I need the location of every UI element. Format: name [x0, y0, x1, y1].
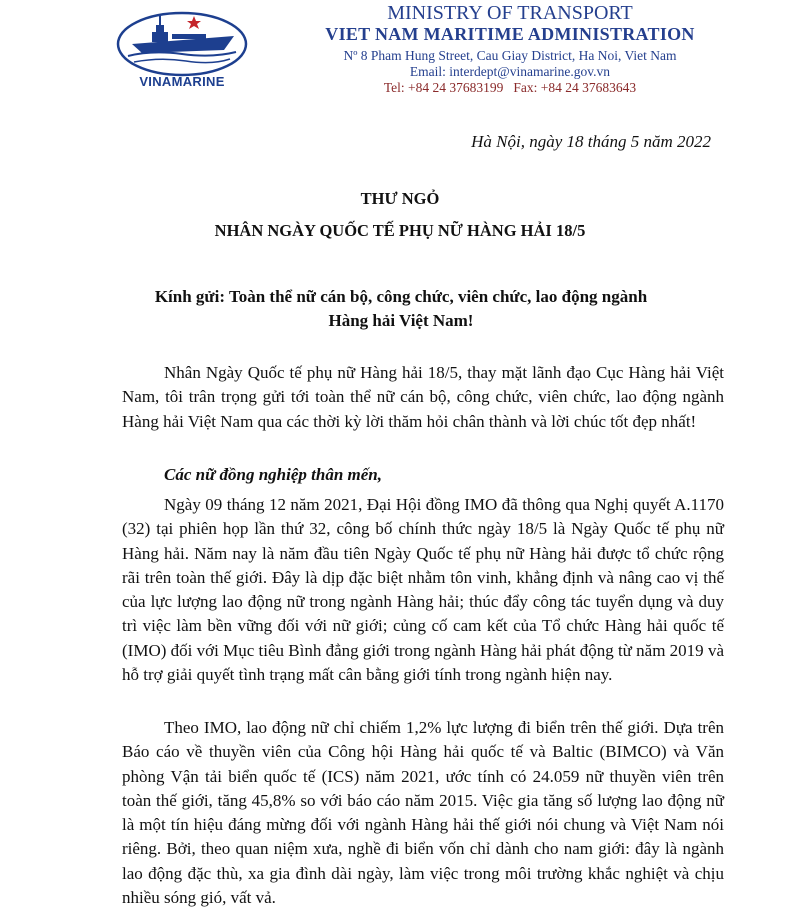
- logo-text: VINAMARINE: [139, 74, 225, 89]
- tel-number: Tel: +84 24 37683199: [383, 80, 504, 95]
- administration-name: VIET NAM MARITIME ADMINISTRATION: [325, 24, 695, 44]
- email-line: Email: interdept@vinamarine.gov.vn: [409, 64, 611, 79]
- paragraph-statistics: Theo IMO, lao động nữ chỉ chiếm 1,2% lực lượng đi biển trên thế giới. Dựa trên Báo cáo về thuyền viên của Công hội Hàng hải quốc tế và Baltic (BIMCO) và Văn phòng Vận tải biển quốc tế (ICS) năm 2021, ước tính có 24.059 nữ thuyền viên trên toàn thế giới, tăng 45,8% so với báo cáo năm 2015. Việc gia tăng số lượng lao động nữ là một tín hiệu đáng mừng đối với ngành Hàng hải thế giới nói chung và Việt Nam nói riêng. Bởi, theo quan niệm xưa, nghề đi biển vốn chỉ dành cho nam giới: đây là ngành lao động đặc thù, xa gia đình dài ngày, làm việc trong môi trường khắc nghiệt và chịu nhiều sóng gió, vất vả.: [122, 718, 724, 908]
- paragraph-imo-resolution: Ngày 09 tháng 12 năm 2021, Đại Hội đồng IMO đã thông qua Nghị quyết A.1170 (32) tại phiên họp lần thứ 32, công bố chính thức ngày 18/5 là Ngày Quốc tế phụ nữ Hàng hải. Năm nay là năm đầu tiên Ngày Quốc tế phụ nữ Hàng hải được tổ chức rộng rãi trên toàn thế giới. Đây là dịp đặc biệt nhằm tôn vinh, khẳng định và nâng cao vị thế của lực lượng lao động nữ trong ngành Hàng hải; thúc đẩy công tác tuyển dụng và duy trì việc làm bền vững đối với nữ giới; củng cố cam kết của Tổ chức Hàng hải quốc tế (IMO) đối với Mục tiêu Bình đẳng giới trong ngành Hàng hải phát động từ năm 2019 và hỗ trợ giải quyết tình trạng mất cân bằng giới tính trong ngành hiện nay.: [122, 495, 724, 685]
- paragraph-opening: Nhân Ngày Quốc tế phụ nữ Hàng hải 18/5, thay mặt lãnh đạo Cục Hàng hải Việt Nam, tôi trân trọng gửi tới toàn thể nữ cán bộ, công chức, viên chức, lao động ngành Hàng hải Việt Nam qua các thời kỳ lời thăm hỏi chân thành và lời chúc tốt đẹp nhất!: [122, 363, 724, 431]
- letter-title: THƯ NGỎ: [360, 189, 440, 208]
- address-line: Nº 8 Pham Hung Street, Cau Giay District, Ha Noi, Viet Nam: [343, 48, 677, 63]
- fax-number: Fax: +84 24 37683643: [513, 80, 637, 95]
- letter-subtitle: NHÂN NGÀY QUỐC TẾ PHỤ NỮ HÀNG HẢI 18/5: [214, 221, 586, 240]
- contact-line: [300, 80, 720, 96]
- recipient-greeting: Kính gửi: Toàn thể nữ cán bộ, công chức, viên chức, lao động ngành Hàng hải Việt Nam!: [154, 287, 648, 330]
- salutation: Các nữ đồng nghiệp thân mến,: [164, 465, 383, 484]
- letter-date: Hà Nội, ngày 18 tháng 5 năm 2022: [471, 132, 711, 151]
- ministry-name: MINISTRY OF TRANSPORT: [387, 2, 633, 24]
